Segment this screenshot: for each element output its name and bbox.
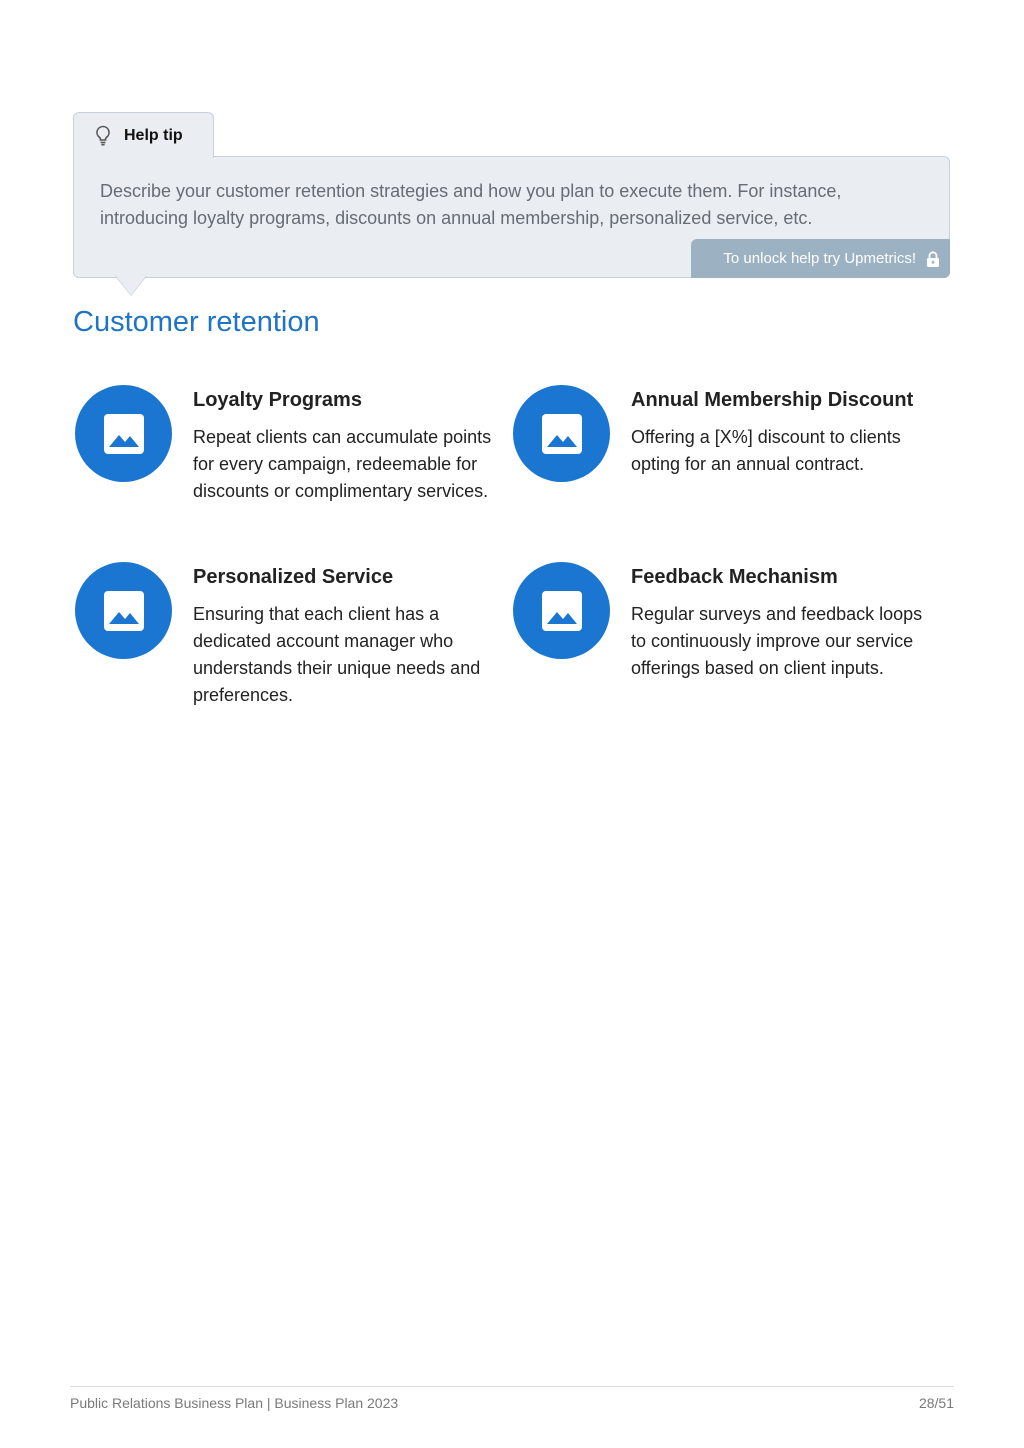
feature-description: Regular surveys and feedback loops to continuously improve our service offerings based on client inputs.	[631, 604, 923, 678]
footer-page-number: 28/51	[918, 1395, 954, 1411]
help-tip-pointer-fill	[116, 276, 146, 295]
unlock-help-label: To unlock help try Upmetrics!	[723, 250, 916, 267]
feature-description: Ensuring that each client has a dedicated account manager who understands their unique needs and preferences.	[193, 604, 481, 705]
help-tip-label: Help tip	[124, 126, 183, 144]
image-icon	[513, 562, 610, 659]
section-title: Customer retention	[73, 306, 320, 338]
image-icon	[75, 385, 172, 482]
lightbulb-icon	[94, 125, 112, 147]
image-icon	[75, 562, 172, 659]
help-tip-tab	[73, 112, 214, 158]
lock-icon	[926, 251, 940, 267]
help-tip-text: Describe your customer retention strategies and how you plan to execute them. For instance, introducing loyalty programs, discounts on annual membership, personalized service, etc.	[100, 181, 842, 228]
image-icon	[513, 385, 610, 482]
feature-title: Personalized Service	[193, 566, 394, 588]
footer-document-title: Public Relations Business Plan | Business Plan 2023	[70, 1395, 399, 1411]
footer-divider	[70, 1386, 954, 1387]
help-tip-box	[73, 156, 950, 278]
feature-description: Offering a [X%] discount to clients opting for an annual contract.	[631, 427, 901, 474]
feature-description: Repeat clients can accumulate points for every campaign, redeemable for discounts or complimentary services.	[193, 427, 492, 501]
unlock-help-button[interactable]	[691, 239, 950, 278]
feature-title: Loyalty Programs	[193, 389, 362, 411]
feature-title: Annual Membership Discount	[631, 389, 914, 411]
feature-title: Feedback Mechanism	[631, 566, 838, 588]
